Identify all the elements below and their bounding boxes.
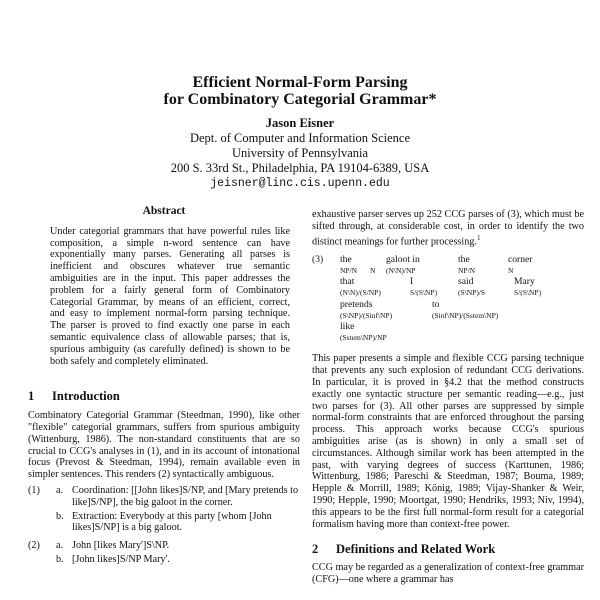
affiliation-university: University of Pennsylvania — [231, 146, 369, 160]
gloss-category: S/(S\NP) — [514, 288, 542, 298]
gloss-category: N — [508, 265, 514, 275]
example-1a-label: a. — [56, 484, 64, 496]
example-1-number: (1) — [28, 484, 40, 496]
gloss-category: (Sinf\NP)/(Sstem\NP) — [432, 310, 499, 320]
gloss-word: Mary — [514, 276, 535, 288]
gloss-word: the — [458, 253, 470, 265]
right-paragraph-3: CCG may be regarded as a generalization of context-free grammar (CFG)—one where a grammar has — [312, 562, 584, 585]
example-3 — [312, 254, 584, 344]
gloss-word: corner — [508, 253, 533, 265]
example-1b-text: Extraction: Everybody at this party [whom [John likes]S/NP] is a big galoot. — [72, 510, 272, 534]
intro-section-title: Introduction — [52, 389, 120, 404]
title-line-2: for Combinatory Categorial Grammar* — [163, 91, 437, 108]
gloss-word: said — [458, 276, 474, 288]
example-2b-text: [John likes]S/NP Mary'. — [72, 553, 170, 565]
example-1 — [28, 485, 300, 536]
footnote-mark: 1 — [476, 233, 481, 242]
author-block — [0, 116, 600, 191]
intro-paragraph: Combinatory Categorial Grammar (Steedman, 1990), like other "flexible" categorial grammars, suffers from spurious ambiguity (Wittenburg, 1986). The non-standard constituents that are so crucial to CCG's analyses in (1), and in its account of intonational focus (Prevost & Steedman, 1994), remain available even in simpler sentences. This renders (2) syntactically ambiguous. — [28, 410, 300, 481]
author-name: Jason Eisner — [265, 116, 335, 130]
intro-section-number: 1 — [28, 389, 35, 404]
gloss-category: NP/N — [340, 265, 358, 275]
paper-title — [0, 74, 600, 108]
example-2a-label: a. — [56, 540, 64, 552]
intro-heading — [28, 391, 300, 403]
example-1b-label: b. — [56, 510, 64, 522]
gloss-word: I — [410, 276, 414, 288]
right-column — [312, 209, 584, 586]
gloss-word: pretends — [340, 298, 373, 310]
gloss-category: NP/N — [458, 265, 476, 275]
abstract-heading: Abstract — [142, 205, 186, 217]
gloss-category: (N\N)/NP — [386, 265, 416, 275]
example-1a-text: Coordination: [[John likes]S/NP, and [Mary pretends to like]S/NP], the big galoot in the corner. — [72, 484, 299, 508]
section-2-title: Definitions and Related Work — [336, 542, 496, 557]
gloss-category: (N\N)/(S/NP) — [340, 288, 381, 298]
right-paragraph-1 — [312, 209, 584, 248]
gloss-category: (S\NP)/(Sinf\NP) — [340, 310, 393, 320]
gloss-category: N — [370, 265, 376, 275]
affiliation-address: 200 S. 33rd St., Philadelphia, PA 19104-6389, USA — [170, 161, 430, 175]
gloss-word: to — [432, 298, 440, 310]
gloss-word: like — [340, 321, 355, 332]
abstract-text: Under categorial grammars that have powerful rules like composition, a simple n-word sentence can have exponentially many parses. Generating all parses is inefficient and obscures whatever true semantic ambiguities are in the input. This paper addresses the problem for a fairly general form of Combinatory Categorial Grammar, by means of an efficient, correct, and easy to implement normal-form parsing technique. The parser is proved to find exactly one parse in each semantic equivalence class of allowable parses; that is, spurious ambiguity (as carefully defined) is shown to be both safely and completely eliminated. — [50, 225, 290, 367]
affiliation-dept: Dept. of Computer and Information Science — [189, 131, 411, 145]
right-paragraph-2: This paper presents a simple and flexible CCG parsing technique that prevents any such explosion of redundant CCG derivations. In particular, it is proved in §4.2 that the method constructs exactly one syntactic structure per semantic reading—e.g., just two parses for (3). All other parses are suppressed by simple normal-form constraints that are enforced throughout the parsing process. This approach works because CCG's spurious ambiguities arise (as is shown) in only a small set of circumstances. Although similar work has been attempted in the past, with varying degrees of success (Karttunen, 1986; Wittenburg, 1986; Pareschi & Steedman, 1987; Bouma, 1989; Hepple & Morrill, 1989; König, 1989; Vijay-Shanker & Weir, 1990; Hepple, 1990; Moortgat, 1990; Hendriks, 1993; Niv, 1994), this appears to be the first full normal-form result for a categorial formalism having more than context-free power. — [312, 353, 584, 530]
example-3-number: (3) — [312, 253, 324, 265]
gloss-word: that — [340, 276, 355, 288]
example-2 — [28, 540, 300, 568]
example-2a-text: John [likes Mary']S\NP. — [72, 540, 170, 552]
title-line-1: Efficient Normal-Form Parsing — [192, 74, 408, 91]
example-2b-label: b. — [56, 553, 64, 565]
gloss-category: (S\NP)/S — [458, 288, 486, 298]
right-paragraph-1-text: exhaustive parser serves up 252 CCG parses of (3), which must be sifted through, at considerable cost, in order to identify the two distinct meanings for further processing. — [312, 209, 584, 247]
example-2-number: (2) — [28, 540, 40, 552]
author-email: jeisner@linc.cis.upenn.edu — [210, 177, 390, 190]
section-2-number: 2 — [312, 542, 319, 557]
gloss-word: galoot in — [386, 253, 420, 265]
gloss-category: (Sstem\NP)/NP — [340, 333, 387, 343]
gloss-category: S/(S\NP) — [410, 288, 438, 298]
left-column — [28, 206, 300, 568]
gloss-word: the — [340, 253, 352, 265]
section-2-heading — [312, 544, 584, 556]
